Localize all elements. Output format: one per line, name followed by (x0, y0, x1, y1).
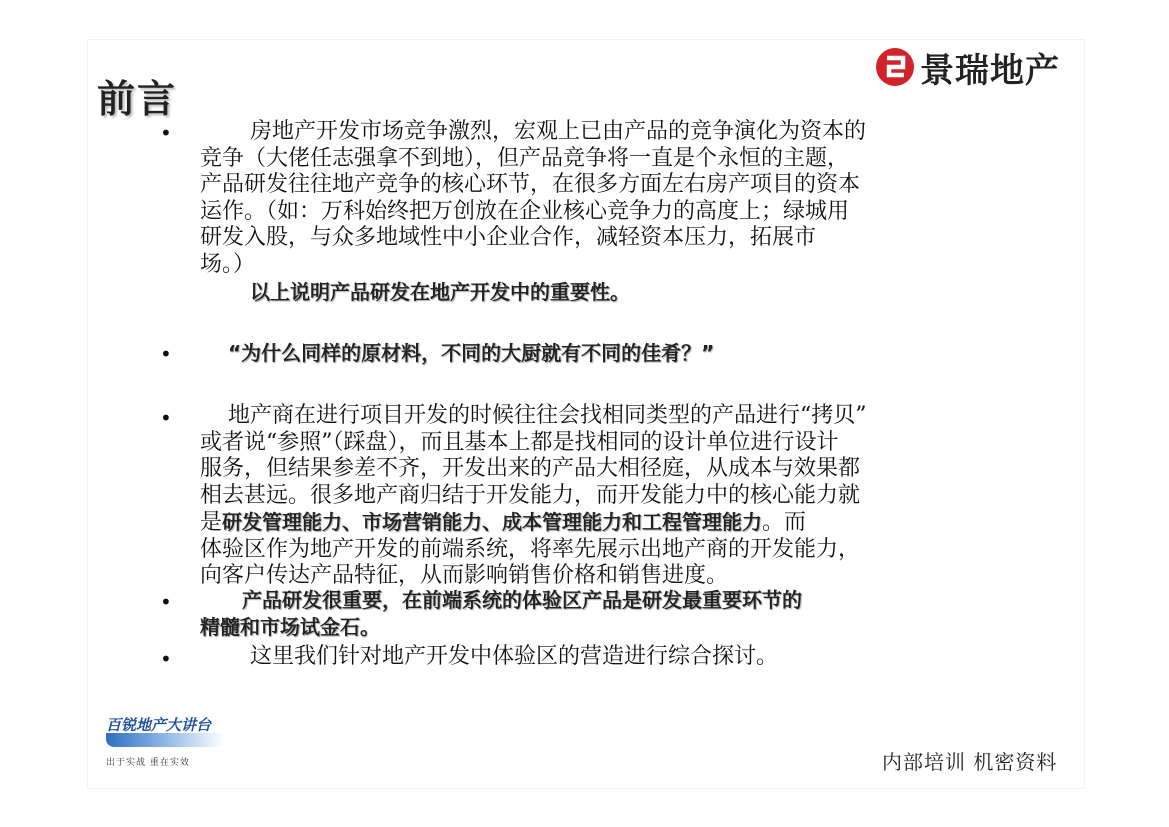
page-title: 前言 (97, 77, 178, 121)
text-line: 或者说“参照”（踩盘），而且基本上都是找相同的设计单位进行设计 (200, 429, 839, 455)
emphasis-line: 精髓和市场试金石。 (200, 614, 380, 639)
text-line (200, 509, 1000, 537)
footer-brand-logo (106, 715, 224, 768)
company-logo (876, 45, 1060, 89)
brand-swoosh (106, 733, 224, 747)
quote-line: “为什么同样的原材料，不同的大厨就有不同的佳肴？” (228, 341, 715, 365)
text-line: 研发入股，与众多地域性中小企业合作，减轻资本压力，拓展市 (200, 225, 817, 250)
emphasis-line: 产品研发很重要，在前端系统的体验区产品是研发最重要环节的 (242, 588, 802, 612)
brand-slogan: 出于实战 重在实效 (106, 758, 190, 768)
bullet-marker: • (160, 406, 172, 430)
text-line: 运作。（如：万科始终把万创放在企业核心竞争力的高度上；绿城用 (200, 198, 850, 224)
logo-mark-icon (876, 48, 914, 86)
emphasis-line: 以上说明产品研发在地产开发中的重要性。 (250, 280, 630, 304)
bullet-2-text (200, 340, 1000, 367)
text-line: 地产商在进行项目开发的时候往往会找相同类型的产品进行“拷贝” (228, 403, 867, 428)
bullet-3-text (200, 403, 1000, 590)
bullet-4-text (200, 587, 1000, 640)
text-line: 竞争（大佬任志强拿不到地），但产品竞争将一直是个永恒的主题， (200, 145, 850, 171)
text-line: 体验区作为地产开发的前端系统，将率先展示出地产商的开发能力， (200, 536, 861, 562)
text-segment: 是 (200, 510, 223, 535)
text-line: 向客户传达产品特征，从而影响销售价格和销售进度。 (200, 563, 729, 588)
emphasis-segment: 研发管理能力、市场营销能力、成本管理能力和工程管理能力 (222, 510, 763, 534)
bullet-marker: • (160, 342, 172, 366)
text-line: 这里我们针对地产开发中体验区的营造进行综合探讨。 (250, 644, 779, 669)
text-line: 场。） (200, 251, 256, 277)
text-line: 产品研发往往地产竞争的核心环节，在很多方面左右房产项目的资本 (200, 172, 861, 197)
brand-title: 百锐地产大讲台 (106, 716, 212, 734)
bullet-5-text (200, 644, 1000, 671)
text-line: 相去甚远。很多地产商归结于开发能力，而开发能力中的核心能力就 (200, 482, 861, 508)
bullet-marker: • (160, 647, 172, 671)
confidential-label: 内部培训 机密资料 (882, 750, 1058, 774)
text-line: 房地产开发市场竞争激烈，宏观上已由产品的竞争演化为资本的 (250, 119, 867, 144)
logo-text: 景瑞地产 (920, 50, 1060, 91)
bullet-marker: • (160, 121, 172, 145)
bullet-1-text (200, 119, 1000, 306)
text-line: 服务，但结果参差不齐，开发出来的产品大相径庭，从成本与效果都 (200, 456, 861, 481)
text-segment: 。而 (762, 510, 807, 535)
bullet-marker: • (160, 590, 172, 614)
